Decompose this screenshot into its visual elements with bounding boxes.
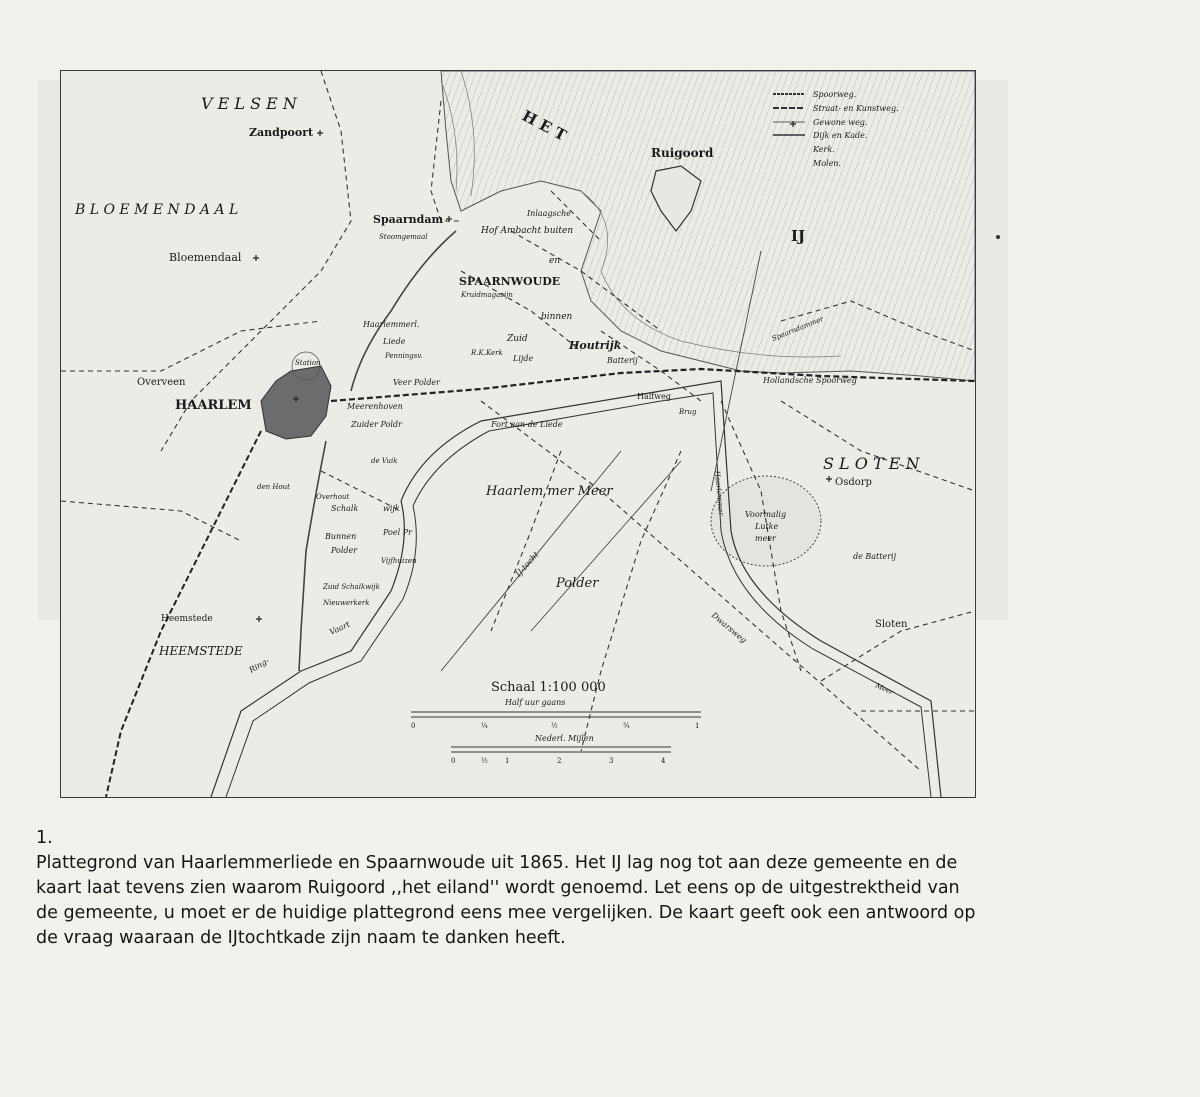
place-lutke-2: Lutke (755, 522, 779, 531)
place-sloten: Sloten (875, 619, 908, 630)
ringvaart-west-inner (226, 506, 416, 797)
place-osdorp: Osdorp (835, 477, 872, 488)
scale-lower-label: Nederl. Mijlen (535, 734, 594, 743)
place-zuid-schalkwijk: Zuid Schalkwijk (323, 583, 380, 591)
place-bloemendaal: Bloemendaal (169, 251, 242, 264)
place-lutke-1: Voormalig (745, 510, 787, 519)
place-ring: Ring- (247, 656, 271, 675)
caption-number: 1. (36, 828, 53, 848)
caption-text: Plattegrond van Haarlemmerliede en Spaarnwoude uit 1865. Het IJ lag nog tot aan deze gemeente en de kaart laat tevens zien waarom Ruigoord ,,het eiland'' wordt genoemd. Let eens op de uitgestrektheid van de gemeente, u moet er de huidige plattegrond eens mee vergelijken. De kaart geeft ook een antwoord op de vraag waaraan de IJtochtkade zijn naam te danken heeft. (36, 853, 976, 948)
scale-lower-tick-0: 0 (451, 757, 456, 765)
place-hollandsche-spoorweg: Hollandsche Spoorweg (763, 376, 857, 385)
scale-bars (411, 712, 701, 752)
place-overveen: Overveen (137, 377, 186, 388)
place-meerenhoven: Meerenhoven (347, 402, 403, 411)
scale-title: Schaal 1:100 000 (491, 680, 606, 695)
place-vaart: Vaart (328, 619, 352, 637)
region-velsen: V E L S E N (201, 94, 297, 113)
place-de-batterij: de Batterij (853, 552, 897, 561)
place-halfweg: Halfweg (637, 392, 671, 401)
scale-upper-tick-2: ½ (551, 722, 558, 730)
region-ij: IJ (791, 227, 806, 245)
place-poel: Poel Pr (383, 528, 412, 537)
scale-lower-tick-3: 2 (557, 757, 562, 765)
place-haarlem: HAARLEM (175, 398, 252, 413)
place-overhout: Overhout (316, 493, 350, 501)
place-dwarsweg: Dwarsweg (709, 610, 749, 645)
place-den-hout: den Hout (257, 483, 290, 491)
region-haarlemmermeer: Haarlem mer Meer (486, 484, 613, 499)
scale-upper-tick-3: ¾ (623, 722, 630, 730)
place-kruidmagazijn: Kruidmagazijn (461, 291, 513, 299)
legend-church: Kerk. (813, 145, 835, 154)
ink-dot (996, 235, 1000, 239)
place-zuid: Zuid (507, 334, 528, 344)
place-liede: Liede (383, 337, 406, 346)
place-batterij-halfweg: Batterij (607, 356, 638, 365)
place-nieuwerkerk: Nieuwerkerk (323, 599, 370, 607)
place-binnen: binnen (541, 312, 573, 322)
region-sloten: S L O T E N (823, 454, 920, 473)
legend-dike: Dijk en Kade. (813, 131, 868, 140)
place-lutke-3: meer (755, 534, 776, 543)
place-de-vuik: de Vuik (371, 457, 398, 465)
place-en: en (549, 256, 561, 266)
place-stoomgemaal: Stoomgemaal (379, 233, 428, 241)
place-ruigoord: Ruigoord (651, 146, 714, 160)
place-brug: Brug (679, 408, 697, 416)
place-lijde: Lijde (513, 354, 534, 363)
place-ijtocht: IJ-tocht (513, 550, 541, 579)
scale-lower-tick-5: 4 (661, 757, 666, 765)
scale-upper-tick-4: 1 (695, 722, 700, 730)
place-meer-weg: Meer (874, 681, 895, 697)
place-schalk: Schalk (331, 504, 359, 513)
place-station: Station (295, 359, 321, 367)
place-haarlemmer-weg: Haarlemmer (713, 470, 725, 516)
place-heemstede: Heemstede (161, 614, 213, 624)
legend-road: Straat- en Kunstweg. (813, 104, 899, 113)
historic-map (60, 70, 976, 798)
place-haarlemmerliede: Haarlemmerl. (363, 320, 420, 329)
place-bunnen-2: Polder (331, 546, 358, 555)
place-spaarndam: Spaarndam (373, 213, 444, 226)
place-zuider-polder: Zuider Poldr (351, 420, 402, 429)
legend-mill: Molen. (813, 159, 841, 168)
scale-lower-tick-1: ½ (481, 757, 488, 765)
place-wijk: wijk (383, 504, 400, 513)
place-zandpoort: Zandpoort (249, 126, 314, 139)
map-drawing (61, 71, 975, 797)
place-bunnen-1: Bunnen (325, 532, 357, 541)
region-heemstede: HEEMSTEDE (159, 644, 243, 658)
scale-upper-tick-1: ¼ (481, 722, 488, 730)
map-caption (36, 826, 1016, 951)
haarlem-city (261, 366, 331, 439)
place-vijfhuizen: Vijfhuizen (381, 557, 417, 565)
scale-lower-tick-4: 3 (609, 757, 614, 765)
place-houtrijk: Houtrijk (569, 339, 622, 352)
place-fort-liede: Fort aan de Liede (491, 420, 563, 429)
place-spaarndammer: Spaarndammer (770, 314, 825, 343)
place-veer-polder: Veer Polder (393, 378, 440, 387)
place-hof-ambacht: Hof Ambacht buiten (481, 226, 574, 236)
ringvaart-dike (401, 381, 941, 797)
legend-rail: Spoorweg. (813, 90, 857, 99)
place-spaarnwoude: SPAARNWOUDE (459, 275, 561, 288)
scale-upper-tick-0: 0 (411, 722, 416, 730)
scale-upper-label: Half uur gaans (505, 698, 566, 707)
legend-plain: Gewone weg. (813, 118, 868, 127)
scale-lower-tick-2: 1 (505, 757, 510, 765)
place-rk-kerk: R.K.Kerk (471, 349, 503, 357)
place-inlaagsche: Inlaagsche (527, 209, 572, 218)
place-penningsv: Penningsv. (385, 352, 423, 360)
region-bloemendaal: B L O E M E N D A A L (75, 202, 239, 218)
region-polder: Polder (556, 576, 599, 591)
region-het: H E T (519, 106, 570, 145)
